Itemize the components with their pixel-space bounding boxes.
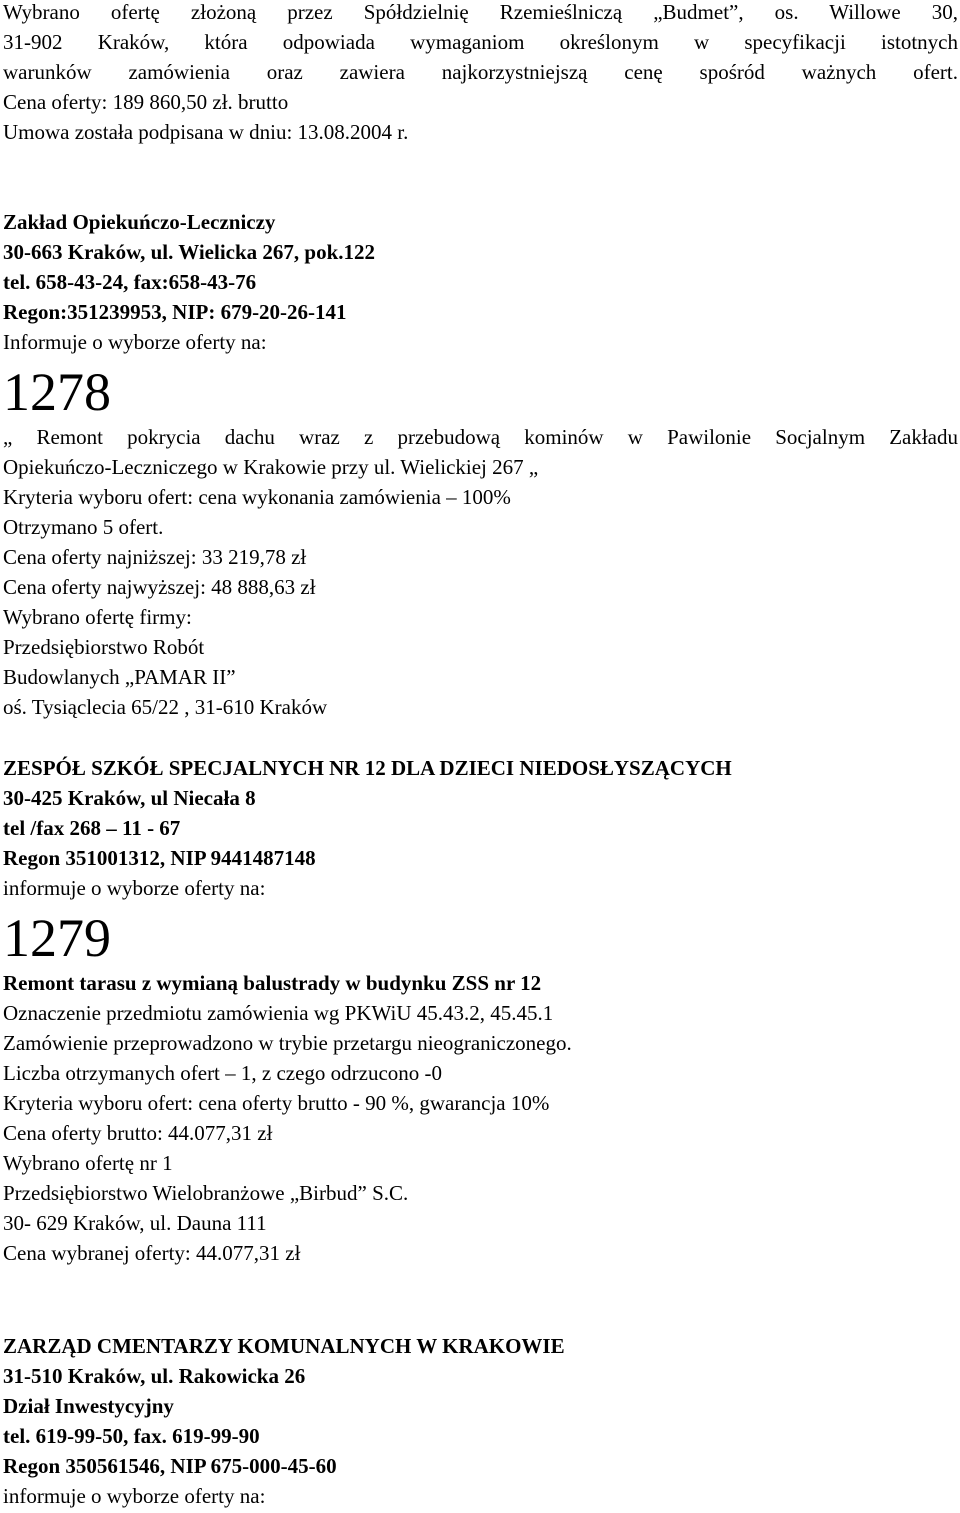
- offers-received-1279: Liczba otrzymanych ofert – 1, z czego odrzucono -0: [3, 1061, 443, 1085]
- institution-name-1278: Zakład Opiekuńczo-Leczniczy: [3, 210, 276, 234]
- inform-text-1279: informuje o wyborze oferty na:: [3, 876, 266, 900]
- offer-price-1279: Cena oferty brutto: 44.077,31 zł: [3, 1121, 273, 1145]
- highest-price-1278: Cena oferty najwyższej: 48 888,63 zł: [3, 575, 316, 599]
- offers-received-1278: Otrzymano 5 ofert.: [3, 515, 164, 539]
- institution-regon-1279: Regon 351001312, NIP 9441487148: [3, 846, 316, 870]
- institution-phone-1278: tel. 658-43-24, fax:658-43-76: [3, 270, 257, 294]
- lowest-price-1278: Cena oferty najniższej: 33 219,78 zł: [3, 545, 307, 569]
- institution-phone-zck: tel. 619-99-50, fax. 619-99-90: [3, 1424, 260, 1448]
- tender-number-1278: 1278: [3, 362, 111, 422]
- inform-text-1278: Informuje o wyborze oferty na:: [3, 330, 267, 354]
- institution-address-1278: 30-663 Kraków, ul. Wielicka 267, pok.122: [3, 240, 376, 264]
- institution-phone-1279: tel /fax 268 – 11 - 67: [3, 816, 181, 840]
- institution-regon-1278: Regon:351239953, NIP: 679-20-26-141: [3, 300, 347, 324]
- intro-line-1: Wybrano ofertę złożoną przez Spółdzielnię Rzemieślniczą „Budmet”, os. Willowe 30,: [3, 0, 958, 24]
- intro-line-2: 31-902 Kraków, która odpowiada wymaganiom określonym w specyfikacji istotnych: [3, 30, 958, 54]
- company-name-1278-line-2: Budowlanych „PAMAR II”: [3, 665, 236, 689]
- inform-text-zck: informuje o wyborze oferty na:: [3, 1484, 266, 1508]
- chosen-label-1278: Wybrano ofertę firmy:: [3, 605, 192, 629]
- intro-line-3: warunków zamówienia oraz zawiera najkorzystniejszą cenę spośród ważnych ofert.: [3, 60, 958, 84]
- tender-title-1279: Remont tarasu z wymianą balustrady w budynku ZSS nr 12: [3, 971, 542, 995]
- intro-price: Cena oferty: 189 860,50 zł. brutto: [3, 90, 289, 114]
- institution-name-1279: ZESPÓŁ SZKÓŁ SPECJALNYCH NR 12 DLA DZIECI NIEDOSŁYSZĄCYCH: [3, 756, 732, 780]
- institution-department-zck: Dział Inwestycyjny: [3, 1394, 174, 1418]
- tender-number-1279: 1279: [3, 908, 111, 968]
- criteria-1278: Kryteria wyboru ofert: cena wykonania zamówienia – 100%: [3, 485, 511, 509]
- company-address-1278: oś. Tysiąclecia 65/22 , 31-610 Kraków: [3, 695, 328, 719]
- institution-address-zck: 31-510 Kraków, ul. Rakowicka 26: [3, 1364, 306, 1388]
- procedure-mode-1279: Zamówienie przeprowadzono w trybie przetargu nieograniczonego.: [3, 1031, 572, 1055]
- tender-title-1278-line-2: Opiekuńczo-Leczniczego w Krakowie przy ul. Wielickiej 267 „: [3, 455, 539, 479]
- institution-name-zck: ZARZĄD CMENTARZY KOMUNALNYCH W KRAKOWIE: [3, 1334, 565, 1358]
- company-address-1279: 30- 629 Kraków, ul. Dauna 111: [3, 1211, 267, 1235]
- chosen-price-1279: Cena wybranej oferty: 44.077,31 zł: [3, 1241, 301, 1265]
- institution-regon-zck: Regon 350561546, NIP 675-000-45-60: [3, 1454, 337, 1478]
- tender-title-1278-line-1: „ Remont pokrycia dachu wraz z przebudową kominów w Pawilonie Socjalnym Zakładu: [3, 425, 958, 449]
- intro-contract-date: Umowa została podpisana w dniu: 13.08.2004 r.: [3, 120, 409, 144]
- company-name-1279: Przedsiębiorstwo Wielobranżowe „Birbud” S.C.: [3, 1181, 409, 1205]
- chosen-label-1279: Wybrano ofertę nr 1: [3, 1151, 173, 1175]
- institution-address-1279: 30-425 Kraków, ul Niecała 8: [3, 786, 256, 810]
- pkwiu-1279: Oznaczenie przedmiotu zamówienia wg PKWiU 45.43.2, 45.45.1: [3, 1001, 554, 1025]
- criteria-1279: Kryteria wyboru ofert: cena oferty brutto - 90 %, gwarancja 10%: [3, 1091, 550, 1115]
- company-name-1278-line-1: Przedsiębiorstwo Robót: [3, 635, 205, 659]
